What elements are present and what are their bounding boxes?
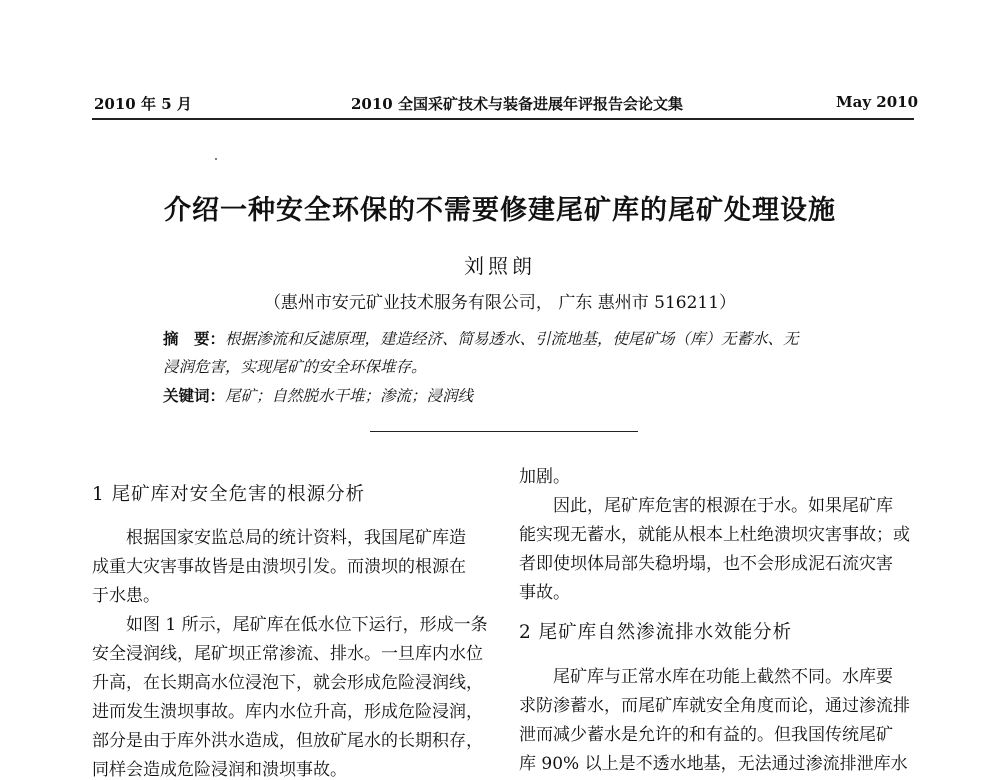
abstract-label: 摘 要： — [163, 329, 226, 348]
right-column — [519, 456, 914, 774]
abstract-line-1 — [163, 327, 799, 349]
body-line: 泄而减少蓄水是允许的和有益的。但我国传统尾矿 — [519, 725, 893, 745]
body-line: 加剧。 — [519, 467, 570, 487]
header-proceedings-title: 2010 全国采矿技术与装备进展年评报告会论文集 — [351, 95, 683, 113]
header-rule — [92, 118, 914, 120]
body-line: 能实现无蓄水，就能从根本上杜绝溃坝灾害事故；或 — [519, 525, 910, 545]
body-line: 因此，尾矿库危害的根源在于水。如果尾矿库 — [519, 496, 893, 516]
abstract-line-2: 浸润危害，实现尾矿的安全环保堆存。 — [163, 358, 427, 376]
body-line: 求防渗蓄水，而尾矿库就安全角度而论，通过渗流排 — [519, 696, 910, 716]
section-2-heading: 2 尾矿库自然渗流排水效能分析 — [519, 622, 793, 643]
body-line: 安全浸润线，尾矿坝正常渗流、排水。一旦库内水位 — [92, 644, 483, 664]
abstract-text-1: 根据渗流和反滤原理，建造经济、简易透水、引流地基，使尾矿场（库）无蓄水、无 — [225, 330, 799, 348]
body-line: 如图 1 所示，尾矿库在低水位下运行，形成一条 — [92, 615, 488, 635]
keywords-line — [163, 384, 473, 406]
paper-author: 刘照朗 — [464, 254, 536, 278]
header-date-cn: 2010 年 5 月 — [94, 95, 192, 113]
body-line: 库 90% 以上是不透水地基，无法通过渗流排泄库水 — [519, 754, 908, 774]
body-line: 事故。 — [519, 583, 570, 603]
body-line: 成重大灾害事故皆是由溃坝引发。而溃坝的根源在 — [92, 557, 466, 577]
body-line: 于水患。 — [92, 586, 160, 606]
body-line: 升高，在长期高水位浸泡下，就会形成危险浸润线， — [92, 673, 483, 693]
left-column — [92, 470, 488, 780]
scan-speck — [215, 158, 217, 160]
body-line: 同样会造成危险浸润和溃坝事故。 — [92, 760, 347, 780]
keywords-text: 尾矿；自然脱水干堆；渗流；浸润线 — [225, 387, 474, 405]
body-line: 部分是由于库外洪水造成，但放矿尾水的长期积存， — [92, 731, 483, 751]
body-line: 者即使坝体局部失稳坍塌，也不会形成泥石流灾害 — [519, 554, 893, 574]
body-line: 进而发生溃坝事故。库内水位升高，形成危险浸润， — [92, 702, 483, 722]
section-1-heading: 1 尾矿库对安全危害的根源分析 — [92, 484, 366, 505]
body-line: 尾矿库与正常水库在功能上截然不同。水库要 — [519, 667, 893, 687]
header-date-en: May 2010 — [836, 93, 919, 111]
paper-title: 介绍一种安全环保的不需要修建尾矿库的尾矿处理设施 — [164, 195, 836, 226]
body-line: 根据国家安监总局的统计资料，我国尾矿库造 — [92, 528, 466, 548]
paper-affiliation: （惠州市安元矿业技术服务有限公司， 广东 惠州市 516211） — [263, 293, 737, 313]
keywords-label: 关键词： — [163, 386, 226, 405]
abstract-separator — [370, 431, 638, 432]
